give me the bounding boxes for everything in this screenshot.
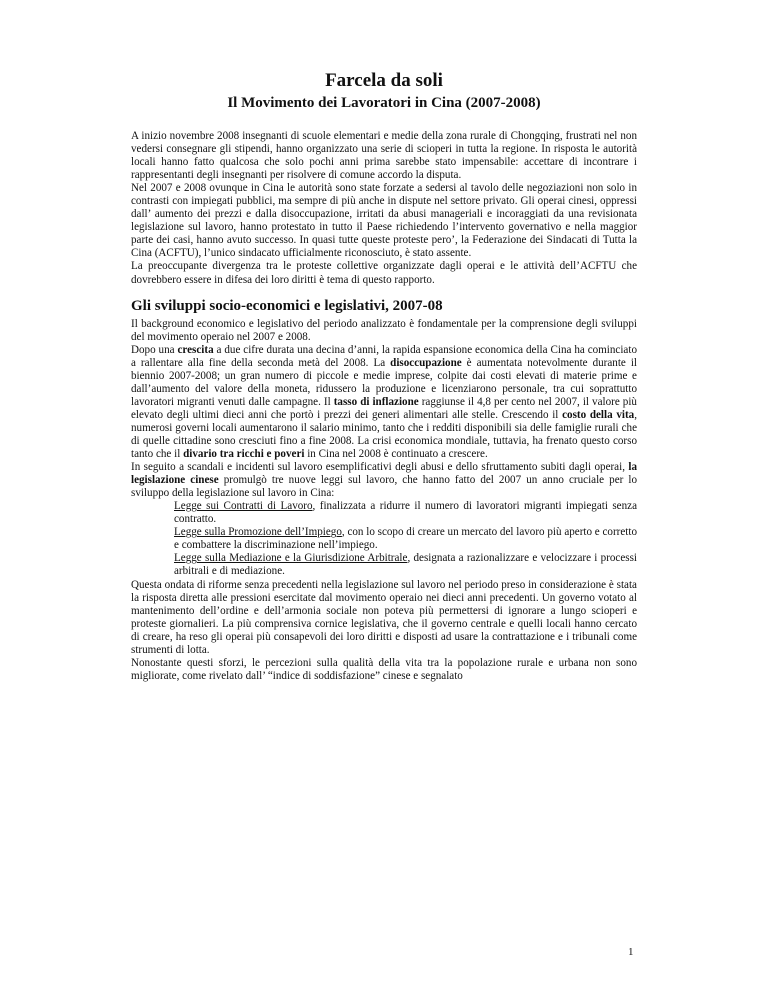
intro-paragraph-2: Nel 2007 e 2008 ovunque in Cina le autorità sono state forzate a sedersi al tavolo delle negoziazioni non solo in contrasti con impiegati pubblici, ma sempre di più anche in dispute nel settore privato. Gli operai cinesi, oppressi dall’ aumento dei prezzi e dalla disoccupazione, irritati da abusi manageriali e incoraggiati da una revisionata legislazione sul lavoro, hanno protestato in tutto il Paese richiedendo l’intervento governativo e nella maggior parte dei casi, hanno avuto successo. In quasi tutte queste proteste pero’, la Federazione dei Sindacati di Tutta la Cina (ACFTU), l’unico sindacato ufficialmente riconosciuto, è stato assente. bbox=[131, 182, 637, 260]
text-run: promulgò tre nuove leggi sul lavoro, che hanno fatto del 2007 un anno cruciale per lo sviluppo della legislazione sul lavoro in Cina: bbox=[131, 474, 638, 500]
text-run: in Cina nel 2008 è continuato a crescere. bbox=[304, 448, 488, 461]
law-item bbox=[131, 500, 637, 526]
intro-paragraph-3: La preoccupante divergenza tra le proteste collettive organizzate dagli operai e le attività dell’ACFTU che dovrebbero essere in difesa dei loro diritti è tema di questo rapporto. bbox=[131, 260, 637, 286]
keyword-crescita: crescita bbox=[177, 343, 214, 356]
law-description: , con lo scopo di creare un mercato del lavoro più aperto e corretto e combattere la discriminazione nell’impiego. bbox=[174, 526, 638, 552]
text-run: a due cifre durata una decina d’anni, la rapida espansione economica della Cina ha cominciato a rallentare alla fine della seconda metà del 2008. La bbox=[131, 343, 637, 369]
section-paragraph-3 bbox=[131, 461, 637, 500]
law-name: Legge sui Contratti di Lavoro bbox=[174, 500, 313, 513]
section-paragraph-4: Questa ondata di riforme senza precedenti nella legislazione sul lavoro nel periodo preso in considerazione è stata la risposta diretta alle pressioni esercitate dal movimento operaio nei dieci anni precedenti. Un governo votato al mantenimento dell’ordine e dell’armonia sociale non poteva più permettersi di ignorare a lungo scioperi e proteste giornalieri. La più comprensiva cornice legislativa, che il governo centrale e quelli locali hanno cercato di creare, ha reso gli operai più consapevoli dei loro diritti e disposti ad usare la contrattazione e i tribunali come strumenti di lotta. bbox=[131, 578, 637, 656]
document-subtitle: Il Movimento dei Lavoratori in Cina (2007-2008) bbox=[227, 95, 541, 111]
intro-paragraph-1: A inizio novembre 2008 insegnanti di scuole elementari e medie della zona rurale di Chongqing, frustrati nel non vedersi consegnare gli stipendi, hanno organizzato una serie di scioperi in tutta la regione. In risposta le autorità locali hanno fatto qualcosa che solo pochi anni prima sarebbe stato impensabile: accettare di incontrare i rappresentanti degli insegnanti per risolvere di comune accordo la disputa. bbox=[131, 130, 637, 182]
keyword-disoccupazione: disoccupazione bbox=[390, 356, 462, 369]
law-item bbox=[131, 552, 637, 578]
keyword-legislazione: la legislazione cinese bbox=[131, 461, 637, 487]
text-run: raggiunse il 4,8 per cento nel 2007, il valore più elevato degli ultimi dieci anni che portò i prezzi dei generi alimentari alle stelle. Crescendo il bbox=[131, 395, 637, 421]
keyword-costo-vita: costo della vita bbox=[562, 408, 635, 421]
section-paragraph-1: Il background economico e legislativo del periodo analizzato è fondamentale per la comprensione degli sviluppi del movimento operaio nel 2007 e 2008. bbox=[131, 317, 637, 343]
law-item bbox=[131, 526, 637, 552]
law-description: , designata a razionalizzare e velocizzare i processi arbitrali e di mediazione. bbox=[174, 552, 637, 578]
text-run: , numerosi governi locali aumentarono il salario minimo, tanto che i redditi disponibili sia delle famiglie rurali che di quelle cittadine sono cresciuti fino a fine 2008. La crisi economica mondiale, tuttavia, ha frenato questo corso tanto che il bbox=[131, 408, 637, 461]
section-paragraph-5: Nonostante questi sforzi, le percezioni sulla qualità della vita tra la popolazione rurale e urbana non sono migliorate, come rivelato dall’ “indice di soddisfazione” cinese e segnalato bbox=[131, 656, 637, 682]
text-run: Dopo una bbox=[131, 343, 178, 356]
text-run: In seguito a scandali e incidenti sul lavoro esemplificativi degli abusi e dello sfruttamento subiti dagli operai, bbox=[131, 461, 629, 474]
law-name: Legge sulla Promozione dell’Impiego bbox=[174, 526, 342, 539]
section-paragraph-2 bbox=[131, 344, 637, 461]
law-description: , finalizzata a ridurre il numero di lavoratori migranti impiegati senza contratto. bbox=[174, 500, 637, 526]
keyword-divario: divario tra ricchi e poveri bbox=[183, 448, 305, 461]
document-body bbox=[131, 70, 637, 683]
document-title: Farcela da soli bbox=[325, 70, 443, 91]
law-name: Legge sulla Mediazione e la Giurisdizione Arbitrale bbox=[174, 552, 408, 565]
keyword-inflazione: tasso di inflazione bbox=[333, 395, 419, 408]
section-heading: Gli sviluppi socio-economici e legislativi, 2007-08 bbox=[131, 297, 443, 314]
text-run: è aumentata notevolmente durante il biennio 2007-2008; un gran numero di piccole e medie imprese, colpite dai costi elevati di materie prime e dall’aumento del valore della moneta, ridussero la produzione e licenziarono personale, tra cui soprattutto lavoratori migranti venuti dalle campagne. Il bbox=[131, 356, 638, 408]
page-number: 1 bbox=[628, 946, 634, 958]
